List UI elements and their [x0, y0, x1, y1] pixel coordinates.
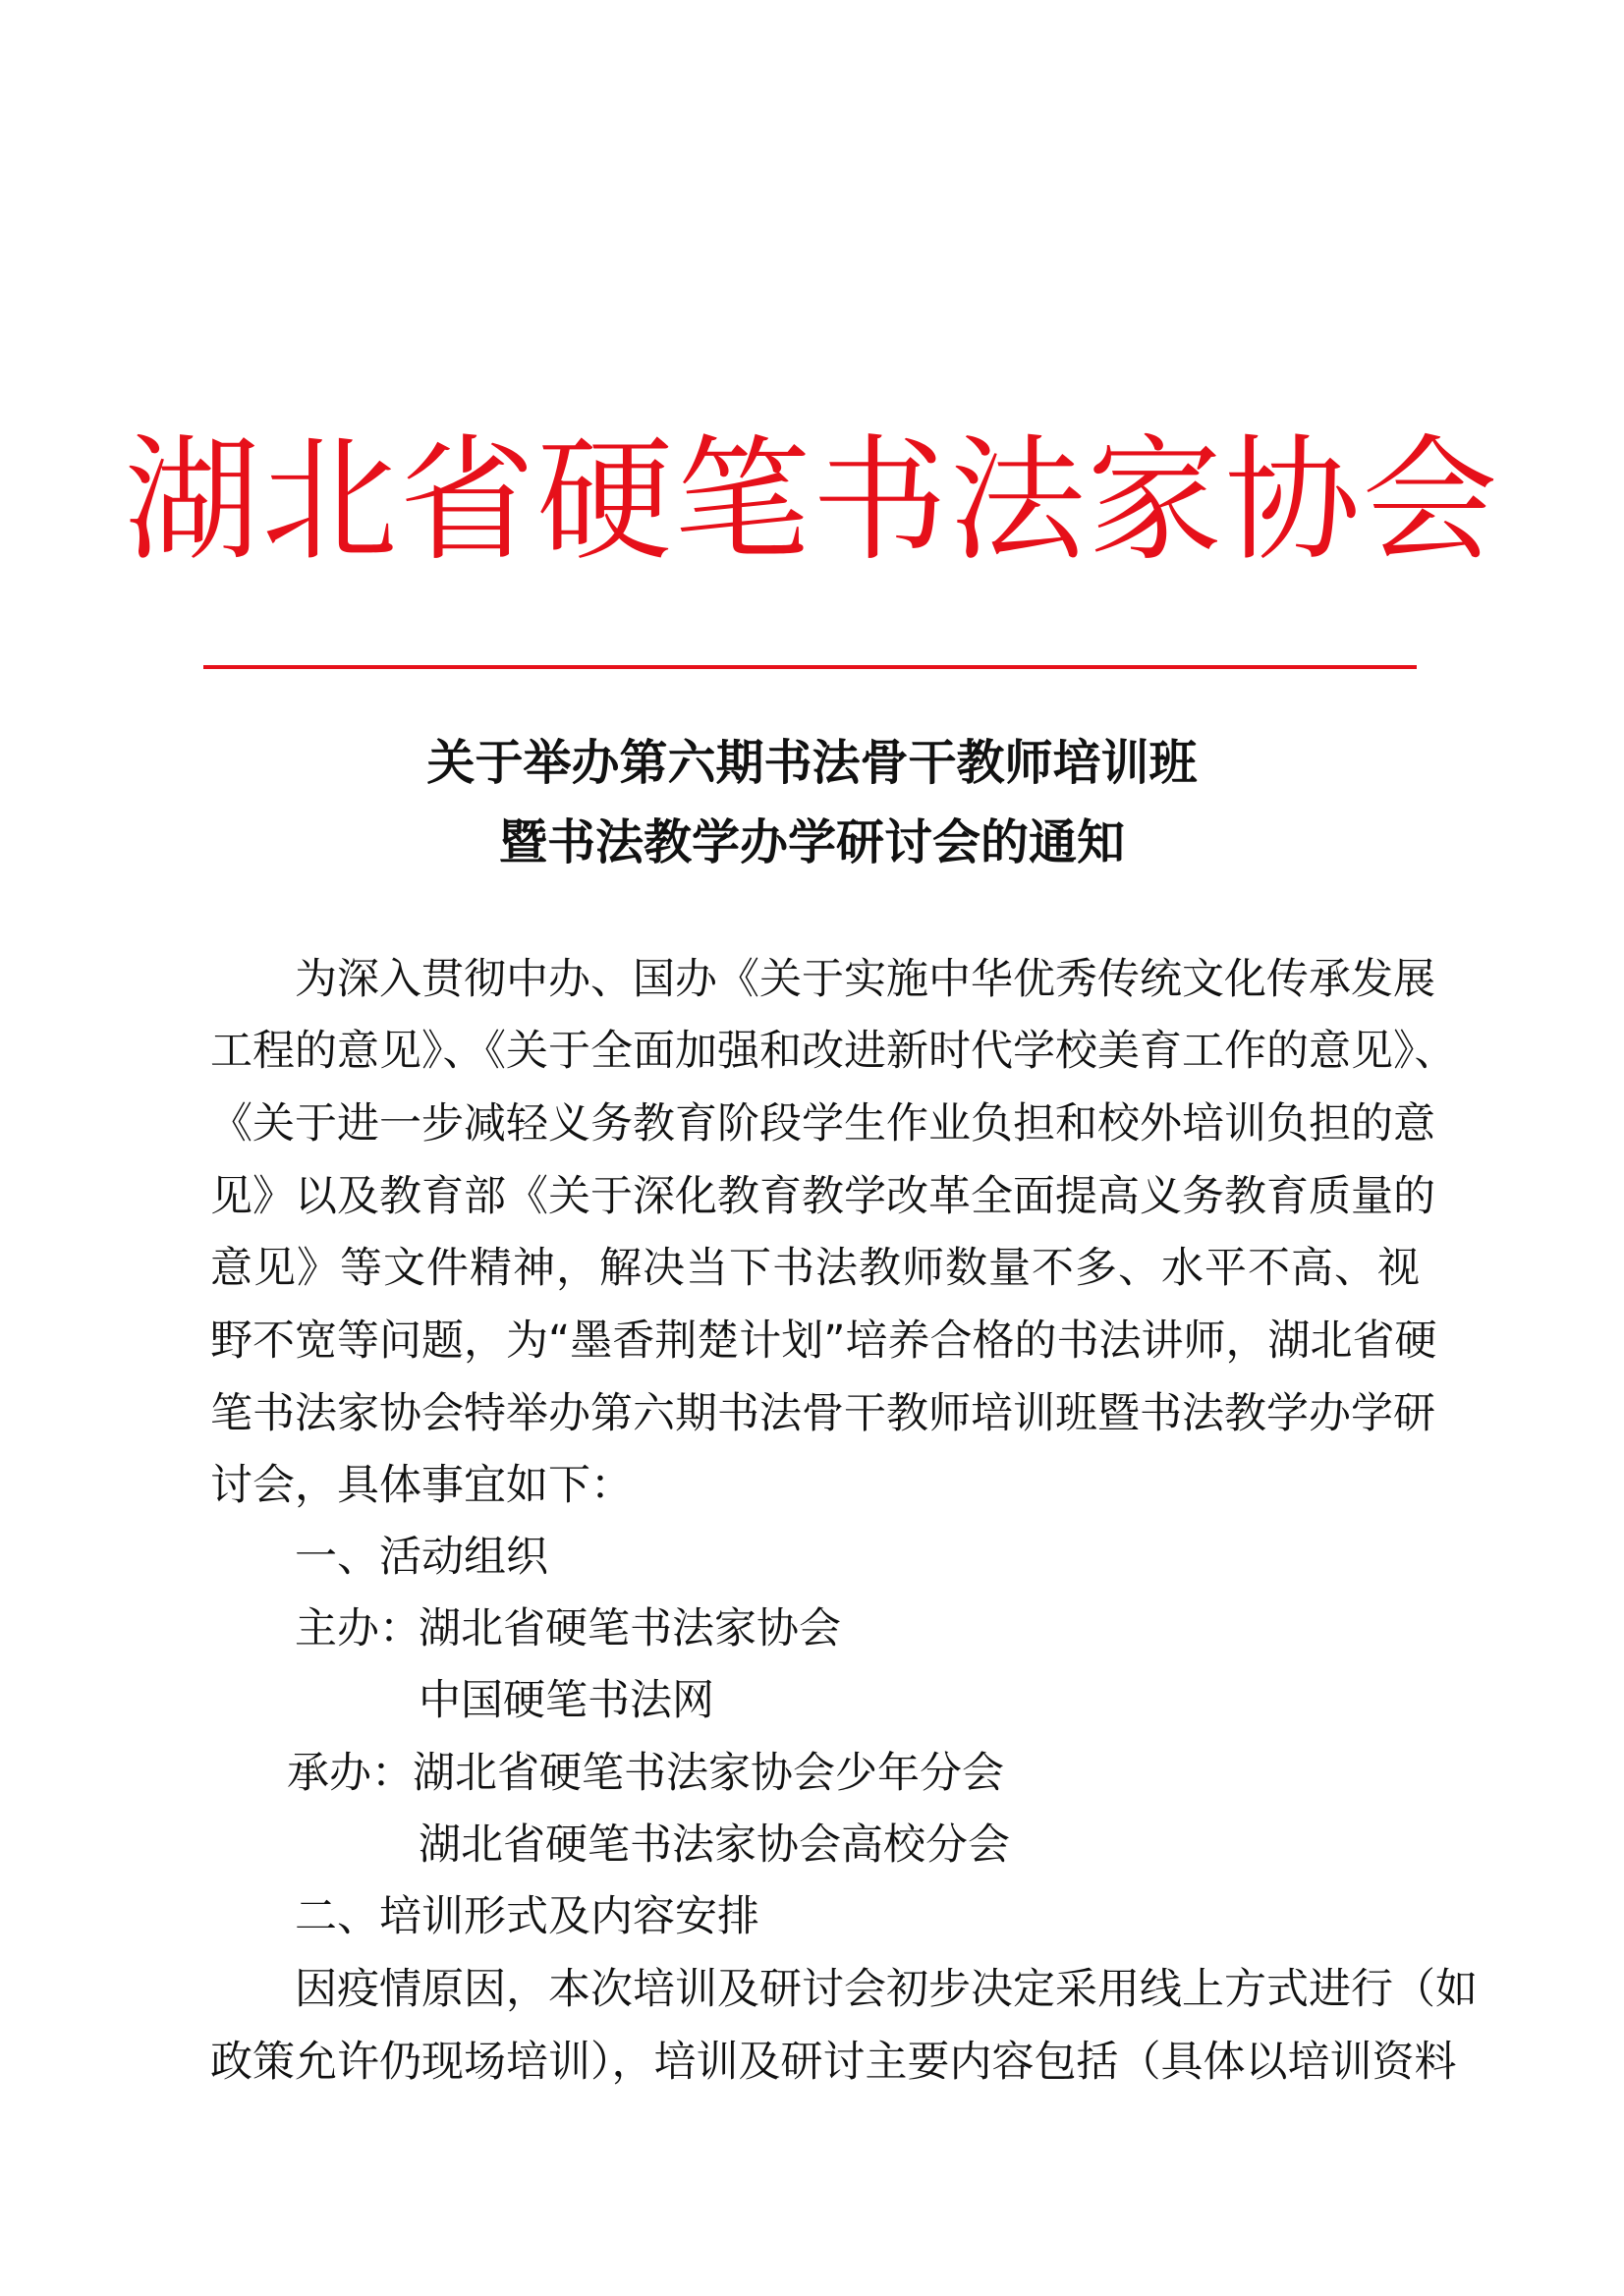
- org-letterhead: 湖北省硬笔书法家协会: [124, 421, 1500, 580]
- intro-paragraph-line: 见》以及教育部《关于深化教育教学改革全面提高义务教育质量的: [210, 1172, 1435, 1221]
- host-org-1: 湖北省硬笔书法家协会: [419, 1604, 841, 1653]
- intro-paragraph-line: 讨会，具体事宜如下：: [210, 1461, 633, 1510]
- training-paragraph-line: 政策允许仍现场培训），培训及研讨主要内容包括（具体以培训资料: [210, 2038, 1457, 2087]
- section-heading-training: 二、培训形式及内容安排: [295, 1892, 759, 1941]
- host-label: 主办：: [295, 1604, 421, 1653]
- document-title-line-1: 关于举办第六期书法骨干教师培训班: [426, 734, 1198, 791]
- intro-paragraph-line: 工程的意见》、《关于全面加强和改进新时代学校美育工作的意见》、: [210, 1027, 1457, 1076]
- document-title-line-2: 暨书法教学办学研讨会的通知: [498, 813, 1125, 870]
- intro-paragraph-line: 《关于进一步减轻义务教育阶段学生作业负担和校外培训负担的意: [210, 1099, 1435, 1148]
- co-organizer-label: 承办：: [287, 1749, 414, 1798]
- co-organizer-org-1: 湖北省硬笔书法家协会少年分会: [413, 1749, 1004, 1798]
- section-heading-organization: 一、活动组织: [295, 1533, 548, 1582]
- intro-paragraph-line: 笔书法家协会特举办第六期书法骨干教师培训班暨书法教学办学研: [210, 1389, 1435, 1438]
- intro-paragraph-line: 为深入贯彻中办、国办《关于实施中华优秀传统文化传承发展: [295, 955, 1435, 1004]
- co-organizer-org-2: 湖北省硬笔书法家协会高校分会: [419, 1820, 1010, 1870]
- training-paragraph-line: 因疫情原因，本次培训及研讨会初步决定采用线上方式进行（如: [295, 1965, 1478, 2014]
- host-org-2: 中国硬笔书法网: [419, 1676, 714, 1725]
- letterhead-divider: [203, 665, 1417, 669]
- intro-paragraph-line: 意见》等文件精神，解决当下书法教师数量不多、水平不高、视: [210, 1244, 1420, 1293]
- intro-paragraph-line: 野不宽等问题，为“墨香荆楚计划”培养合格的书法讲师，湖北省硬: [210, 1316, 1437, 1366]
